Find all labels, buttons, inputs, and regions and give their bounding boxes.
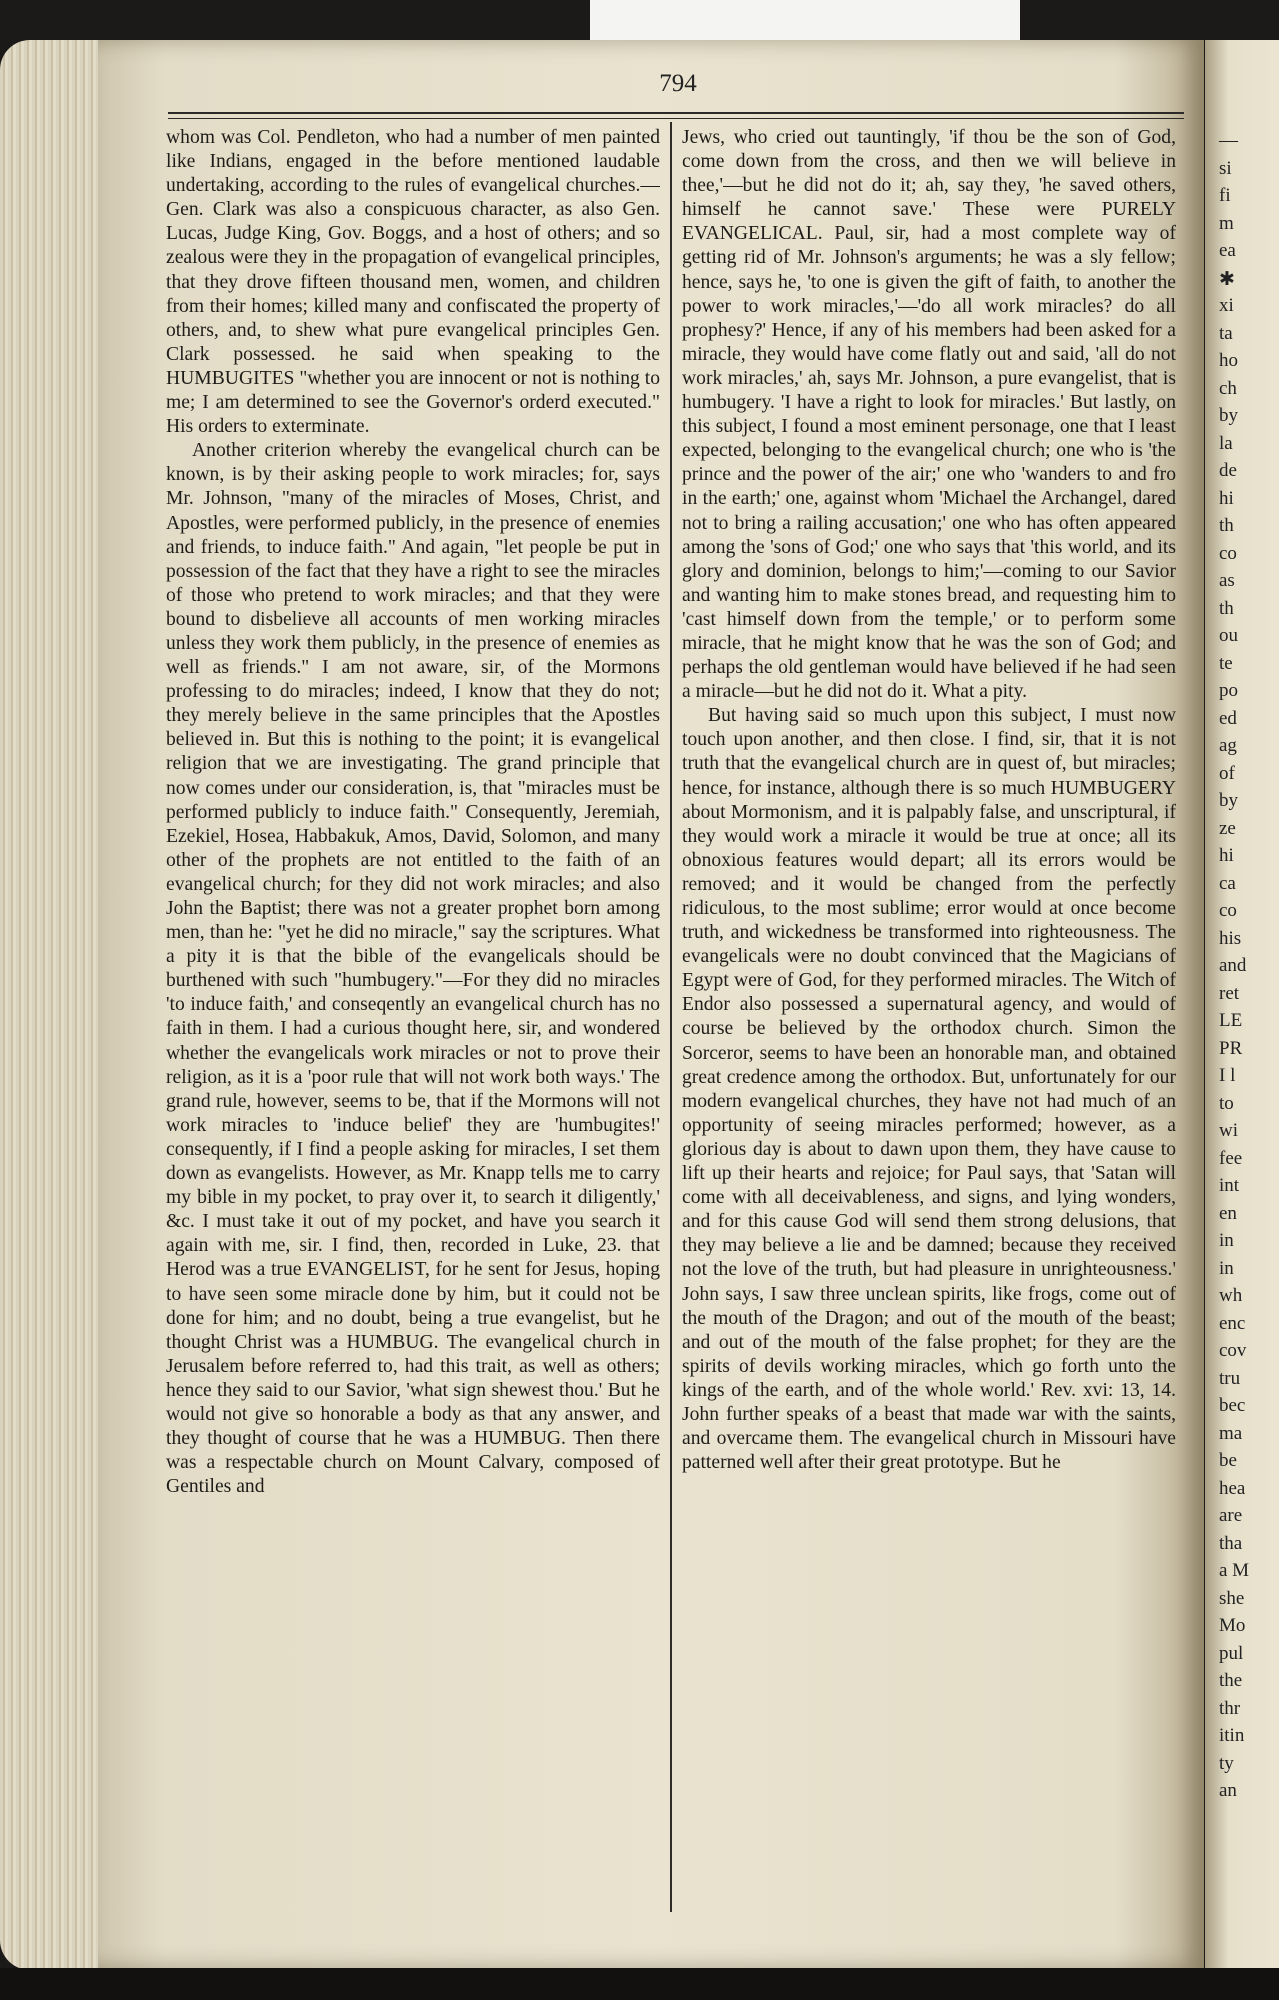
next-page-fragment: ze (1219, 817, 1236, 839)
next-page-fragment: are (1219, 1505, 1243, 1526)
next-page-fragment: the (1219, 1670, 1243, 1691)
next-page-fragment: a M (1219, 1560, 1250, 1581)
left-paragraph-1: whom was Col. Pendleton, who had a number of men painted like Indians, engaged in the before mentioned laudable undertaking, according to the rules of evangelical churches.—Gen. Clark was also a conspicuous character, as also Gen. Lucas, Judge King, Gov. Boggs, and a host of others; and so zealous were they in the propagation of evangelical principles, that they drove fifteen thousand men, women, and children from their homes; killed many and confiscated the property of others, and, to shew what pure evangelical principles Gen. Clark possessed. he said when speaking to the HUMBUGITES "whether you are innocent or not is nothing to me; I am determined to see the Governor's orderd executed." His orders to exterminate. (166, 127, 660, 438)
next-page-fragment: pul (1219, 1642, 1244, 1664)
next-page-edge (1205, 40, 1279, 1968)
next-page-fragment: and (1219, 955, 1247, 976)
next-page-fragment: LE (1219, 1010, 1243, 1031)
next-page-fragment: thr (1219, 1697, 1241, 1719)
next-page-fragment: hea (1219, 1477, 1246, 1499)
next-page-fragment: wh (1219, 1285, 1243, 1306)
next-page-fragment: ta (1219, 322, 1233, 344)
next-page-fragment: — (1219, 130, 1238, 151)
next-page-fragment: itin (1219, 1725, 1245, 1746)
book-page (98, 40, 1204, 1968)
next-page-fragment: by (1219, 790, 1238, 811)
next-page-fragment: PR (1219, 1037, 1243, 1059)
next-page-fragment: ho (1219, 350, 1238, 371)
next-page-fragment: po (1219, 680, 1238, 701)
next-page-fragment: by (1219, 405, 1238, 426)
next-page-fragment: tha (1219, 1532, 1243, 1554)
next-page-fragment: th (1219, 597, 1234, 619)
next-page-fragment: te (1219, 652, 1233, 674)
next-page-fragment: ca (1219, 872, 1236, 894)
next-page-fragment: to (1219, 1092, 1234, 1114)
next-page-fragment: of (1219, 762, 1235, 784)
next-page-fragment: bec (1219, 1395, 1246, 1416)
next-page-fragment: int (1219, 1175, 1240, 1196)
next-page-fragment: in (1219, 1257, 1234, 1279)
next-page-fragment: ✱ (1219, 268, 1235, 290)
next-page-fragment: in (1219, 1230, 1234, 1251)
column-divider (670, 122, 672, 1912)
next-page-fragment: ty (1219, 1752, 1234, 1774)
next-page-fragment: hi (1219, 845, 1234, 866)
next-page-fragment: xi (1219, 295, 1234, 316)
next-page-fragment: Mo (1219, 1615, 1246, 1636)
next-page-fragment: m (1219, 212, 1234, 234)
bottom-shadow (0, 1968, 1279, 2000)
page-number: 794 (659, 70, 697, 97)
right-paragraph-1: Jews, who cried out tauntingly, 'if thou be the son of God, come down from the cross, and then we will believe in thee,'—but he did not do it; ah, say they, 'he saved others, himself he cannot save.' These were PURELY EVANGELICAL. Paul, sir, had a most complete way of getting rid of Mr. Johnson's arguments; he was a sly fellow; hence, says he, 'to one is given the gift of faith, to another the power to work miracles,'—'do all work miracles? do all prophesy?' Hence, if any of his members had been asked for a miracle, they would have come flatly out and said, 'all do not work miracles,' ah, says Mr. Johnson, a pure evangelist, that is humbugery. 'I have a right to look for miracles.' But lastly, on this subject, I found a most eminent personage, one that I least expected, belonging to the evangelical church; one who is 'the prince and the power of the air;' one who 'wanders to and fro in the earth;' one, against whom 'Michael the Archangel, dared not to bring a railing accusation;' one who has often appeared among the 'sons of God;' one who says that 'this world, and its glory and dominion, belongs to him;'—coming to our Savior and wanting him to make stones bread, and requesting him to 'cast himself down from the temple,' or to perform some miracle, that he might know that he was the son of God; and perhaps the old gentleman would have believed if he had seen a miracle—but he did not do it. What a pity. (682, 127, 1176, 703)
left-paragraph-2: Another criterion whereby the evangelical church can be known, is by their asking people to work miracles; for, says Mr. Johnson, "many of the miracles of Moses, Christ, and Apostles, were performed publicly, in the presence of enemies and friends, to induce faith." And again, "let people be put in possession of the fact that they have a right to see the miracles of those who pretend to work miracles; and that they were bound to disbelieve all accounts of men working miracles unless they work them publicly, in the presence of enemies as well as friends." I am not aware, sir, of the Mormons professing to do miracles; indeed, I know that they do not; they merely believe in the same principles that the Apostles believed in. But this is nothing to the point; it is evangelical religion that we are investigating. The grand principle that now comes under our consideration, is, that "miracles must be performed publicly to induce faith." Consequently, Jeremiah, Ezekiel, Hosea, Habbakuk, Amos, David, Solomon, and many other of the prophets are not entitled to the faith of an evangelical church; for they did not work miracles; and also John the Baptist; there was not a greater prophet born among men, than he: "yet he did no miracle," say the scriptures. What a pity it is that the bible of the evangelicals should be burthened with such "humbugery."—For they did no miracles 'to induce faith,' and conseqently an evangelical church has no faith in them. I had a curious thought here, sir, and wondered whether the evangelicals work miracles or not to prove their religion, as it is a 'poor rule that will not work both ways.' The grand rule, however, seems to be, that if the Mormons will not work miracles to 'induce belief' they are 'humbugites!' consequently, if I find a people asking for miracles, I set them down as evangelists. However, as Mr. Knapp tells me to carry my bible in my pocket, to pray over it, to search it diligently,' &c. I must take it out of my pocket, and have you search it again with me, sir. I find, then, recorded in Luke, 23. that Herod was a true EVANGELIST, for he sent for Jesus, hoping to have seen some miracle done by him, but it could not be done for him; and no doubt, being a true evangelist, but he thought Christ was a HUMBUG. The evangelical church in Jerusalem before referred to, had this trait, as well as others; hence they said to our Savior, 'what sign shewest thou.' But he would not give so honorable a body as that any answer, and they thought of course that he was a HUMBUG. Then there was a respectable church on Mount Calvary, composed of Gentiles and (166, 440, 660, 1498)
next-page-fragment: be (1219, 1450, 1237, 1471)
next-page-fragment: hi (1219, 487, 1234, 509)
next-page-fragment: his (1219, 927, 1242, 949)
next-page-fragment: si (1219, 157, 1232, 179)
next-page-fragment: en (1219, 1202, 1237, 1224)
page-stack-edge (0, 40, 100, 1970)
next-page-fragment: fee (1219, 1147, 1243, 1169)
next-page-fragment: ou (1219, 625, 1238, 646)
next-page-fragment: fi (1219, 185, 1231, 206)
next-page-fragment: wi (1219, 1120, 1238, 1141)
next-page-fragment: de (1219, 460, 1237, 481)
next-page-fragment: th (1219, 515, 1234, 536)
next-page-fragment: she (1219, 1587, 1245, 1609)
background-gap (590, 0, 1020, 40)
next-page-fragment: tru (1219, 1367, 1241, 1389)
header-rule (168, 112, 1184, 119)
next-page-fragment: ma (1219, 1422, 1243, 1444)
next-page-fragment: ag (1219, 735, 1237, 756)
next-page-fragment: as (1219, 570, 1235, 591)
next-page-fragment: cov (1219, 1340, 1247, 1361)
right-paragraph-2: But having said so much upon this subject, I must now touch upon another, and then close. I find, sir, that it is not truth that the evangelical church are in quest of, but miracles; hence, for instance, although there is so much HUMBUGERY about Mormonism, and it is palpably false, and unscriptural, if they would work a miracle it would be true at once; all its obnoxious features would depart; all its errors would be removed; and it would be changed from the perfectly ridiculous, to the most sublime; error would at once become truth, and wickedness be transformed into righteousness. The evangelicals were no doubt convinced that the Magicians of Egypt were of God, for they performed miracles. The Witch of Endor also possessed a supernatural agency, and would of course be believed by the orthodox church. Simon the Sorceror, seems to have been an honorable man, and obtained great credence among the orthodox. But, unfortunately for our modern evangelical churches, they have not had much of an opportunity of seeing miracles performed; however, as a glorious day is about to dawn upon them, they have cause to lift up their hearts and rejoice; for Paul says, that 'Satan will come with all deceivableness, and signs, and lying wonders, and for this cause God will send them strong delusions, that they may believe a lie and be damned; because they received not the love of the truth, but had pleasure in unrighteousness.' John says, I saw three unclean spirits, like frogs, come out of the mouth of the Dragon; and out of the mouth of the beast; and out of the mouth of the false prophet; for they are the spirits of devils working miracles, which go forth unto the kings of the earth, and of the whole world.' Rev. xvi: 13, 14. John further speaks of a beast that made war with the saints, and overcame them. The evangelical church in Missouri have patterned well after their great prototype. But he (682, 705, 1176, 1474)
left-column (166, 126, 660, 1916)
next-page-fragment: ed (1219, 707, 1237, 729)
next-page-fragment: co (1219, 900, 1237, 921)
next-page-fragment: la (1219, 432, 1233, 454)
next-page-fragment: I l (1219, 1065, 1236, 1086)
next-page-fragment: ea (1219, 240, 1236, 261)
next-page-fragment: ch (1219, 377, 1237, 399)
next-page-fragment: co (1219, 542, 1237, 564)
right-column (682, 126, 1176, 1916)
next-page-fragment: an (1219, 1780, 1237, 1801)
next-page-fragment: enc (1219, 1312, 1246, 1334)
next-page-fragment: ret (1219, 982, 1240, 1004)
